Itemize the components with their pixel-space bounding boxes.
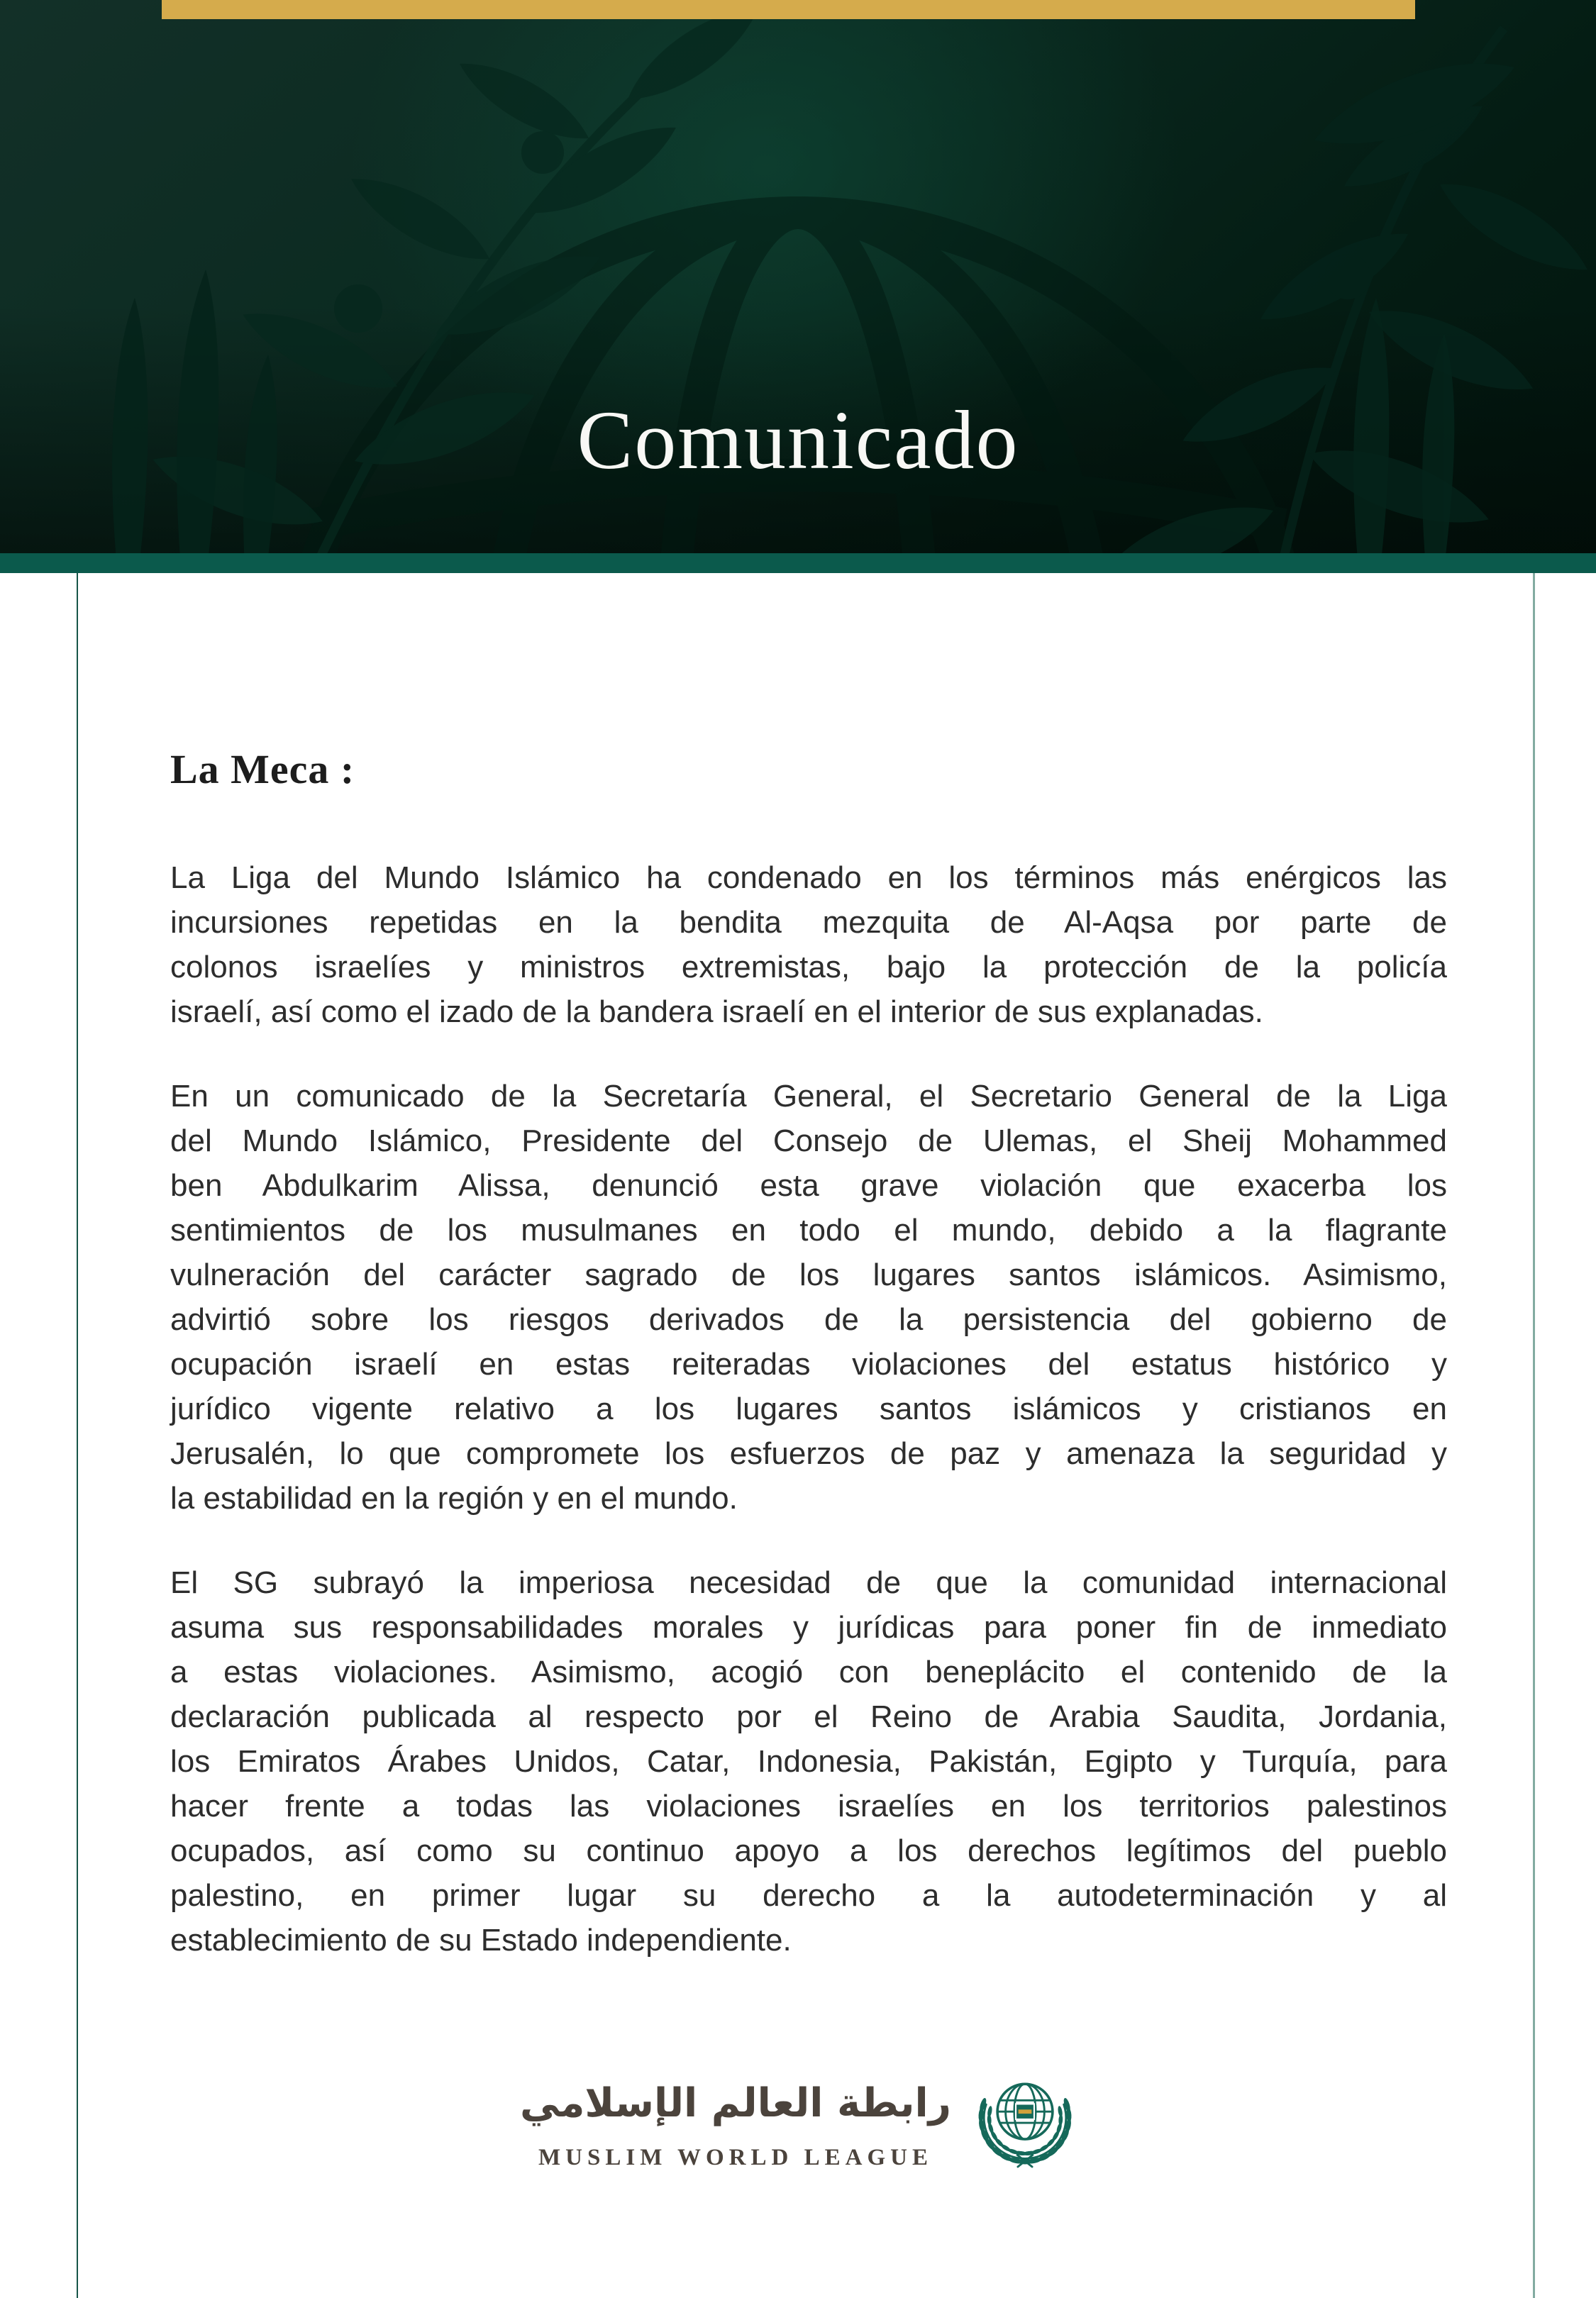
paragraph-1 <box>170 855 1447 1034</box>
text-line: del Mundo Islámico, Presidente del Consejo de Ulemas, el Sheij Mohammed <box>170 1123 1447 1158</box>
text-line: advirtió sobre los riesgos derivados de la persistencia del gobierno de <box>170 1302 1447 1337</box>
text-line: Jerusalén, lo que compromete los esfuerzos de paz y amenaza la seguridad y <box>170 1436 1447 1471</box>
text-line: israelí, así como el izado de la bandera israelí en el interior de sus explanadas. <box>170 994 1263 1029</box>
text-line: La Liga del Mundo Islámico ha condenado en los términos más enérgicos las <box>170 860 1447 895</box>
text-line: asuma sus responsabilidades morales y jurídicas para poner fin de inmediato <box>170 1610 1447 1645</box>
text-line: colonos israelíes y ministros extremistas, bajo la protección de la policía <box>170 950 1447 984</box>
gold-accent-bar <box>162 0 1415 19</box>
document-body <box>0 573 1596 2298</box>
text-line: ocupación israelí en estas reiteradas violaciones del estatus histórico y <box>170 1347 1447 1382</box>
text-line: los Emiratos Árabes Unidos, Catar, Indonesia, Pakistán, Egipto y Turquía, para <box>170 1744 1447 1779</box>
dateline-heading: La Meca : <box>170 746 355 792</box>
left-margin-rule <box>77 573 78 2298</box>
text-line: hacer frente a todas las violaciones israelíes en los territorios palestinos <box>170 1789 1447 1824</box>
text-line: a estas violaciones. Asimismo, acogió con beneplácito el contenido de la <box>170 1655 1447 1689</box>
paragraph-3 <box>170 1560 1447 1963</box>
teal-divider-band <box>0 553 1596 573</box>
header-banner <box>0 0 1596 553</box>
mwl-logo <box>0 2060 1596 2178</box>
arabic-calligraphy: رابطة العالم الإسلامي <box>520 2080 951 2126</box>
globe-watermark-icon <box>291 213 1305 553</box>
text-line: la estabilidad en la región y en el mundo. <box>170 1481 738 1516</box>
mwl-logo-texts <box>520 2068 951 2171</box>
text-line: ben Abdulkarim Alissa, denunció esta grave violación que exacerba los <box>170 1168 1447 1203</box>
text-line: ocupados, así como su continuo apoyo a los derechos legítimos del pueblo <box>170 1833 1447 1868</box>
document-content <box>170 745 1447 1963</box>
text-line: jurídico vigente relativo a los lugares santos islámicos y cristianos en <box>170 1392 1447 1426</box>
text-line: En un comunicado de la Secretaría General, el Secretario General de la Liga <box>170 1079 1447 1114</box>
paragraph-2 <box>170 1074 1447 1521</box>
mwl-emblem-icon <box>974 2060 1076 2178</box>
right-margin-rule <box>1533 573 1535 2298</box>
text-line: vulneración del carácter sagrado de los lugares santos islámicos. Asimismo, <box>170 1258 1447 1292</box>
text-line: palestino, en primer lugar su derecho a la autodeterminación y al <box>170 1878 1447 1913</box>
text-line: incursiones repetidas en la bendita mezquita de Al-Aqsa por parte de <box>170 905 1447 940</box>
page-title: Comunicado <box>577 394 1019 487</box>
text-line: declaración publicada al respecto por el Reino de Arabia Saudita, Jordania, <box>170 1699 1447 1734</box>
org-name-label: MUSLIM WORLD LEAGUE <box>538 2144 933 2170</box>
text-line: El SG subrayó la imperiosa necesidad de que la comunidad internacional <box>170 1565 1447 1600</box>
text-line: sentimientos de los musulmanes en todo el mundo, debido a la flagrante <box>170 1213 1447 1248</box>
text-line: establecimiento de su Estado independiente. <box>170 1923 792 1958</box>
kaaba-gold-band <box>1019 2109 1032 2114</box>
